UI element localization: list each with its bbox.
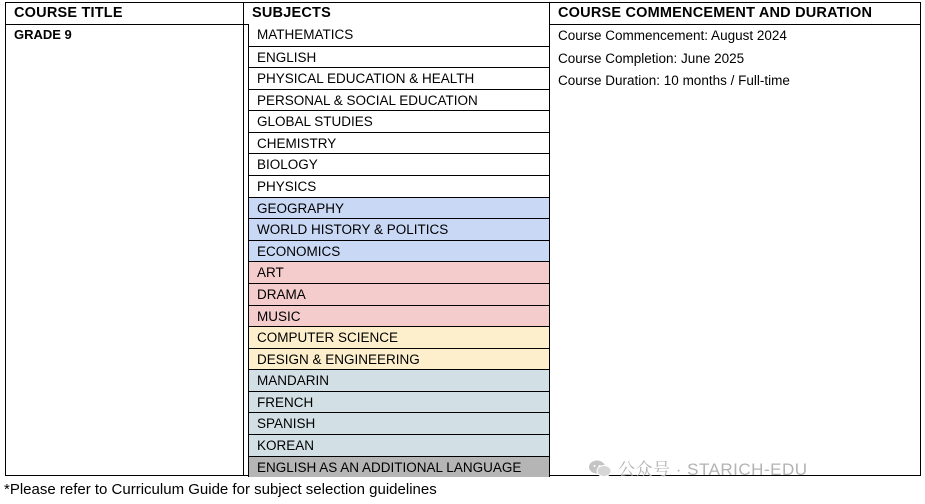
subject-row: GEOGRAPHY: [248, 197, 550, 219]
footnote: *Please refer to Curriculum Guide for subject selection guidelines: [4, 481, 437, 498]
subject-row: MATHEMATICS: [248, 24, 550, 46]
subject-row: MUSIC: [248, 305, 550, 327]
subject-row: ENGLISH AS AN ADDITIONAL LANGUAGE: [248, 456, 550, 478]
header-commencement: COURSE COMMENCEMENT AND DURATION: [558, 5, 873, 21]
watermark-text: 公众号 · STARICH-EDU: [618, 460, 808, 479]
duration-info: [558, 27, 790, 95]
subject-row: CHEMISTRY: [248, 132, 550, 154]
subjects-list: [248, 24, 550, 477]
subject-row: ENGLISH: [248, 46, 550, 68]
commencement-text: Course Commencement: August 2024: [558, 28, 787, 43]
wechat-icon: [588, 459, 612, 479]
subject-row: PERSONAL & SOCIAL EDUCATION: [248, 89, 550, 111]
subject-row: PHYSICAL EDUCATION & HEALTH: [248, 67, 550, 89]
course-title-value: GRADE 9: [14, 27, 72, 42]
column-divider-1: [243, 3, 244, 475]
subject-row: COMPUTER SCIENCE: [248, 326, 550, 348]
subject-row: DRAMA: [248, 283, 550, 305]
subject-row: BIOLOGY: [248, 153, 550, 175]
duration-text: Course Duration: 10 months / Full-time: [558, 73, 790, 88]
subject-row: ECONOMICS: [248, 240, 550, 262]
completion-text: Course Completion: June 2025: [558, 50, 745, 66]
subject-row: MANDARIN: [248, 369, 550, 391]
subject-row: WORLD HISTORY & POLITICS: [248, 218, 550, 240]
header-subjects: SUBJECTS: [252, 5, 331, 21]
watermark: [588, 455, 808, 480]
subject-row: ART: [248, 261, 550, 283]
subject-row: PHYSICS: [248, 175, 550, 197]
subject-row: SPANISH: [248, 412, 550, 434]
subject-row: DESIGN & ENGINEERING: [248, 348, 550, 370]
subject-row: KOREAN: [248, 434, 550, 456]
header-course-title: COURSE TITLE: [14, 5, 123, 21]
subject-row: GLOBAL STUDIES: [248, 110, 550, 132]
course-table: [5, 2, 921, 476]
subject-row: FRENCH: [248, 391, 550, 413]
